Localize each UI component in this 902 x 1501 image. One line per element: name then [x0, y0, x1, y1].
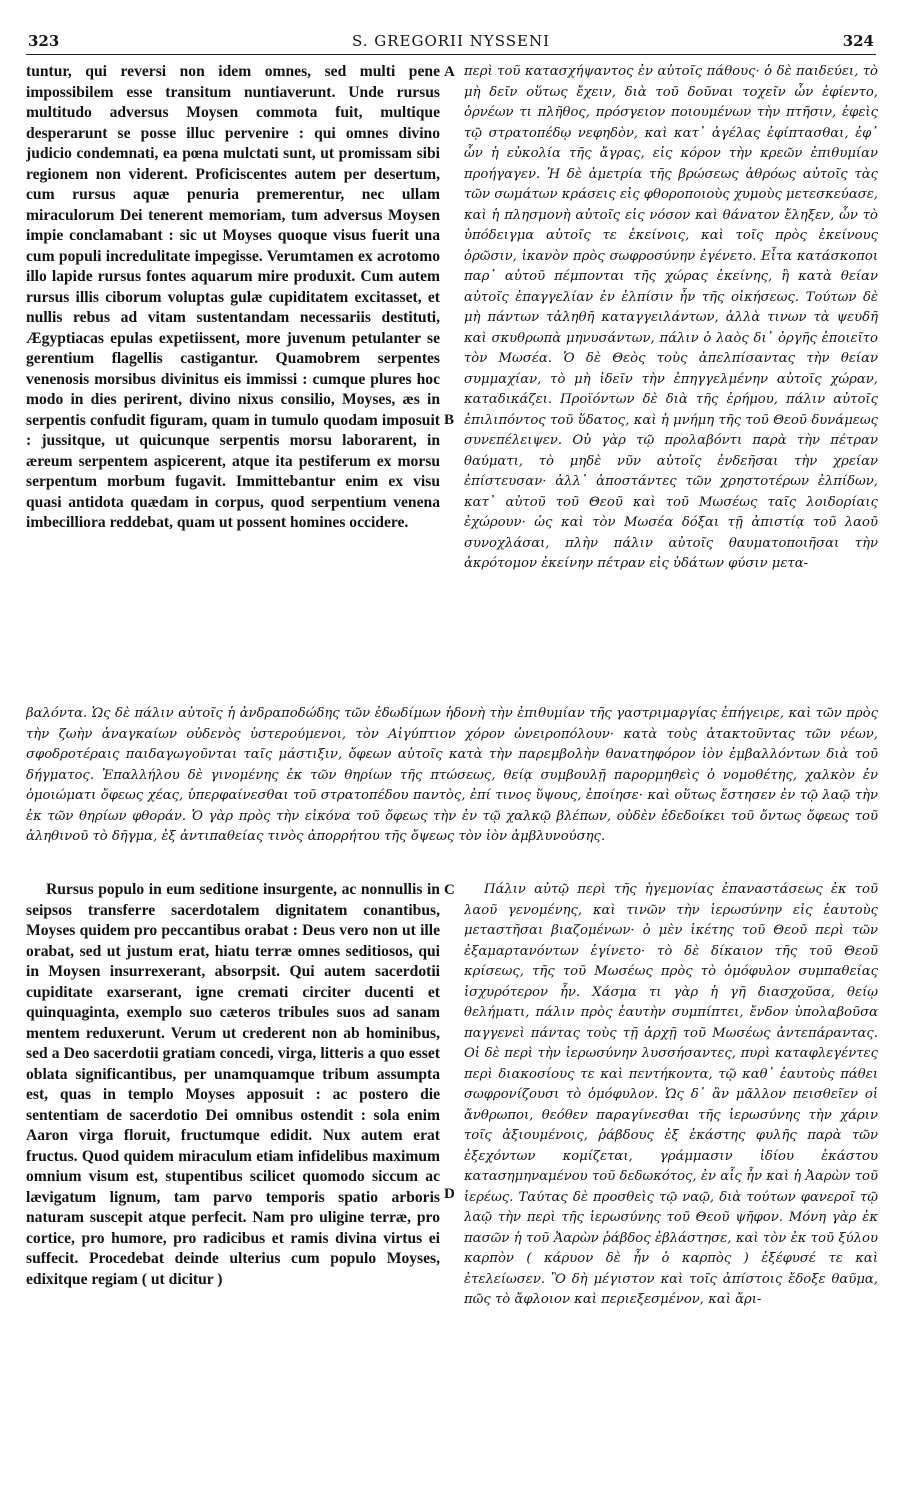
greek-column-2 [464, 880, 878, 1470]
greek-paragraph-1: περὶ τοῦ κατασχήψαντος ἐν αὐτοῖς πάθους· ὁ δὲ παιδεύει, τὸ μὴ δεῖν οὕτως ἔχειν, διὰ τοῦ δοῦναι τοχεῖν ὧν ἐφίεντο, ὀρνέων τι πλῆθος, πρόσγειον ποιουμένων τὴν πτῆσιν, ἐφεὶς τῷ στρατοπέδῳ νεφηδὸν, καὶ κατ᾽ ἀγέλας ἐφίπτασθαι, ἐφ᾽ ὧν ἡ εὐκολία τῆς ἄγρας, εἰς κόρον τὴν κρεῶν ἐπιθυμίαν προήγαγεν. Ἡ δὲ ἀμετρία τῆς βρώσεως ἀθρόως αὐτοῖς τὰς τῶν σωμάτων κράσεις εἰς φθοροποιοὺς χυμοὺς μετεσκεύασε, καὶ ἡ πλησμονὴ αὐτοῖς εἰς νόσον καὶ θάνατον ἔληξεν, ὧν τὸ ὑπόδειγμα αὐτοῖς τε ἐκείνοις, καὶ τοῖς πρὸς ἐκείνους ὁρῶσιν, ἱκανὸν πρὸς σωφροσύνην ἐγένετο. Εἶτα κατάσκοποι παρ᾽ αὐτοῦ πέμπονται τῆς χώρας ἐκείνης, ἣ κατὰ θείαν αὐτοῖς ἐπαγγελίαν ἐν ἐλπίσιν ἦν τῆς οἰκήσεως. Τούτων δὲ μὴ πάντων τἀληθῆ καταγγειλάντων, ἀλλὰ τινων τὰ ψευδῆ καὶ σκυθρωπὰ μηνυσάντων, πάλιν ὁ λαὸς δι᾽ ὀργῆς ἐποιεῖτο τὸν Μωσέα. Ὁ δὲ Θεὸς τοὺς ἀπελπίσαντας τὴν θείαν συμμαχίαν, τὸ μὴ ἰδεῖν τὴν ἐπηγγελμένην αὐτοῖς χώραν, καταδικάζει. Προϊόντων δὲ διὰ τῆς ἐρήμου, πάλιν αὐτοῖς ἐπιλιπόντος τοῦ ὕδατος, καὶ ἡ μνήμη τῆς τοῦ Θεοῦ δυνάμεως συνεπέλειψεν. Οὐ γὰρ τῷ προλαβόντι παρὰ τὴν πέτραν θαύματι, τὸ μηδὲ νῦν αὐτοῖς ἐνδεῆσαι τὴν χρείαν ἐπίστευσαν· ἀλλ᾽ ἀποστάντες τῶν χρηστοτέρων ἐλπίδων, κατ᾽ αὐτοῦ τοῦ Θεοῦ καὶ τοῦ Μωσέως ταῖς λοιδορίαις ἐχώρουν· ὡς καὶ τὸν Μωσέα δόξαι τῇ ἀπιστίᾳ τοῦ λαοῦ συνοχλάσαι, πλὴν πάλιν αὐτοῖς θαυματοποιῆσαι τὴν ἀκρότομον ἐκείνην πέτραν εἰς ὑδάτων φύσιν μετα- [464, 64, 878, 571]
page-number-left: 323 [28, 32, 60, 50]
greek-paragraph-continuation: βαλόντα. Ὡς δὲ πάλιν αὐτοῖς ἡ ἀνδραποδώδης τῶν ἐδωδίμων ἡδονὴ τὴν ἐπιθυμίαν τῆς γαστριμαργίας ἐπήγειρε, καὶ τῶν πρὸς τὴν ζωὴν ἀναγκαίων οὐδενὸς ὑστερούμενοι, τὸν Αἰγύπτιον χόρον ὠνειροπόλουν· κατὰ τοὺς ἀτακτοῦντας τῶν νέων, σφοδροτέραις παιδαγωγοῦνται ταῖς μάστιξιν, ὄφεων αὐτοῖς κατὰ τὴν παρεμβολὴν θανατηφόρον ἰὸν ἐμβαλλόντων διὰ τοῦ δήγματος. Ἐπαλλήλου δὲ γινομένης ἐκ τῶν θηρίων τῆς πτώσεως, θείᾳ συμβουλῇ παρορμηθεὶς ὁ νομοθέτης, χαλκὸν ἐν ὁμοιώματι ὄφεως χέας, ὑπερφαίνεσθαι τοῦ στρατοπέδου παντὸς, ἐπί τινος ὕψους, ἐποίησε· καὶ οὕτως ἔστησεν ἐν τῷ λαῷ τὴν ἐκ τῶν θηρίων φθοράν. Ὁ γὰρ πρὸς τὴν εἰκόνα τοῦ ὄφεως τὴν ἐν τῷ χαλκῷ βλέπων, οὐδὲν ἐδεδοίκει τοῦ ὄντως ὄφεως τοῦ ἀληθινοῦ τὸ δῆγμα, ἐξ ἀντιπαθείας τινὸς ἀπορρήτου τῆς ὄψεως τὸν ἰὸν ἀμβλυνούσης. [26, 706, 878, 844]
latin-column-2 [26, 880, 440, 1470]
greek-column-1 [464, 62, 878, 702]
page-number-right: 324 [842, 32, 874, 50]
running-header [26, 30, 876, 55]
section-marker-a: A [444, 64, 455, 80]
latin-paragraph-2: Rursus populo in eum seditione insurgente, ac nonnullis in seipsos transferre sacerdotalem dignitatem conantibus, Moyses quidem pro peccantibus orabat : Deus vero non ut ille orabat, sed ut justum erat, hiatu terræ omnes seditiosos, qui in Moysen insurrexerant, absorpsit. Qui autem sacerdotii cupiditate exarserant, igne cremati circiter ducenti et quinquaginta, exemplo suo cæteros tribules suos ad sanam mentem reduxerunt. Verum ut crederent non ab hominibus, sed a Deo sacerdotii gratiam concedi, virga, litteris a quo esset oblata significantibus, per unamquamque tribum assumpta est, quas in templo Moyses apposuit : ac postero die sententiam de sacerdotio Dei omnibus ostendit : sola enim Aaron virga floruit, fructumque edidit. Nux autem erat fructus. Quod quidem miraculum etiam infidelibus maximum omnium visum est, stupentibus scilicet quomodo siccum ac lævigatum lignum, tam parvo temporis spatio arboris naturam suscepit atque perfecit. Nam pro uligine terræ, pro cortice, pro humore, pro radicibus et ramis divina virtus ei suffecit. Procedebat deinde ulterius cum populo Moyses, edixitque regiam ( ut dicitur ) [26, 881, 440, 1288]
section-marker-b: B [444, 412, 455, 428]
section-marker-d: D [444, 1186, 455, 1202]
section-marker-c: C [444, 882, 455, 898]
latin-column-1 [26, 62, 440, 702]
running-title: S. GREGORII NYSSENI [351, 32, 550, 50]
greek-paragraph-2: Πάλιν αὐτῷ περὶ τῆς ἡγεμονίας ἐπαναστάσεως ἐκ τοῦ λαοῦ γενομένης, καὶ τινῶν τὴν ἱερωσύνην εἰς ἑαυτοὺς μεταστῆσαι βιαζομένων· ὁ μὲν ἱκέτης τοῦ Θεοῦ περὶ τῶν ἐξαμαρτανόντων ἐγίνετο· τὸ δὲ δίκαιον τῆς τοῦ Θεοῦ κρίσεως, τῆς τοῦ Μωσέως πρὸς τὸ ὁμόφυλον συμπαθείας ἰσχυρότερον ἦν. Χάσμα τι γὰρ ἡ γῆ διασχοῦσα, θείῳ θελήματι, πάλιν πρὸς ἑαυτὴν συμπίπτει, ἔνδον ὑπολαβοῦσα παγγενεὶ πάντας τοὺς τῇ ἀρχῇ τοῦ Μωσέως ἀντεπάραντας. Οἱ δὲ περὶ τὴν ἱερωσύνην λυσσήσαντες, πυρὶ καταφλεγέντες περὶ διακοσίους τε καὶ πεντήκοντα, τῷ καθ᾽ ἑαυτοὺς πάθει σωφρονίζουσι τὸ ὁμόφυλον. Ὡς δ᾽ ἂν μᾶλλον πεισθεῖεν οἱ ἄνθρωποι, θεόθεν παραγίνεσθαι τῆς ἱερωσύνης τὴν χάριν τοῖς ἀξιουμένοις, ῥάβδους ἐξ ἑκάστης φυλῆς παρὰ τῶν ἐξεχόντων κομίζεται, γράμμασιν ἰδίου ἑκάστου κατασημηναμένου τοῦ δεδωκότος, ἐν αἷς ἦν καὶ ἡ Ἀαρὼν τοῦ ἱερέως. Ταύτας δὲ προσθεὶς τῷ ναῷ, διὰ τούτων φανεροῖ τῷ λαῷ τὴν περὶ τῆς ἱερωσύνης τοῦ Θεοῦ ψῆφον. Μόνη γὰρ ἐκ πασῶν ἡ τοῦ Ἀαρὼν ῥάβδος ἐβλάστησε, καὶ τὸν ἐκ τοῦ ξύλου καρπὸν ( κάρυον δὲ ἦν ὁ καρπὸς ) ἐξέφυσέ τε καὶ ἐτελείωσεν. Ὃ δὴ μέγιστον καὶ τοῖς ἀπίστοις ἔδοξε θαῦμα, πῶς τὸ ἄφλοιον καὶ περιεξεσμένον, καὶ ἄρι- [464, 882, 878, 1307]
greek-full-width [26, 704, 878, 876]
latin-paragraph-1: tuntur, qui reversi non idem omnes, sed multi pene impossibilem esse transitum nuntiaverunt. Unde rursus multitudo adversus Moysen commota fuit, multique desperarunt se posse illuc pervenire : qui omnes divino judicio condemnati, ea pœna mulctati sunt, ut promissam sibi regionem non viderent. Proficiscentes autem per desertum, cum rursus aquæ penuria premerentur, nec ullam miraculorum Dei tenerent memoriam, tum adversus Moysen impie conclamabant : sic ut Moyses quoque visus fuerit una cum populi incredulitate impegisse. Verumtamen ex acrotomo illo lapide rursus fontes aquarum mire produxit. Cum autem rursus illis ciborum voluptas gulæ cupiditatem excitasset, et nullis rebus ad vitam sustentandam necessariis destituti, Ægyptiacas epulas expetiissent, more juvenum petulanter se gerentium flagellis castigantur. Quamobrem serpentes venenosis morsibus divinitus eis immissi : cumque plures hoc modo in dies perirent, divino nixus consilio, Moyses, æs in serpentis confudit figuram, quam in tumulo quodam imposuit : jussitque, ut quicunque serpentis morsu laborarent, in æreum serpentem aspicerent, atque ita pestiferum ex morsu serpentum morbum fugavit. Immittebantur enim ex visu quasi antidota quædam in corpus, quod serpentium venena imbecilliora reddebat, quam ut possent homines occidere. [26, 63, 440, 531]
